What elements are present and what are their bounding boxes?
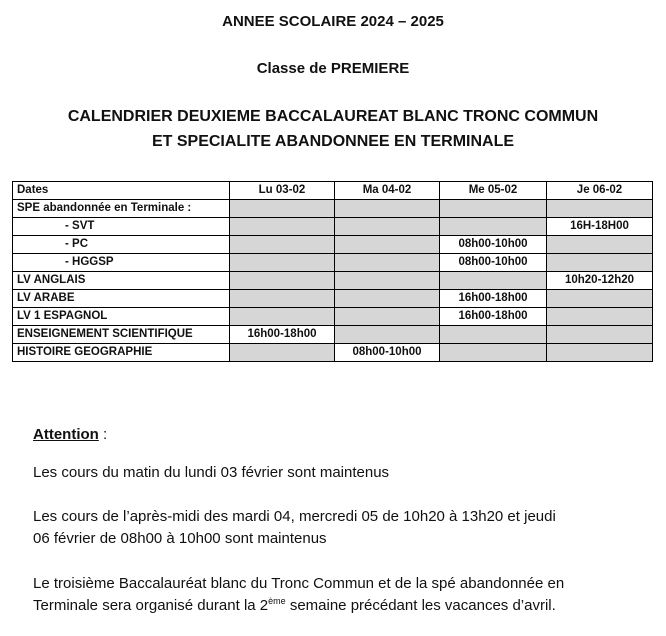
empty-slot [230, 290, 335, 308]
table-row [13, 290, 653, 308]
attention-label: Attention [33, 426, 99, 443]
empty-slot [547, 308, 653, 326]
row-label: - PC [13, 236, 230, 254]
empty-slot [335, 200, 440, 218]
empty-slot [335, 326, 440, 344]
empty-slot [335, 308, 440, 326]
note-third-exam [33, 573, 564, 617]
empty-slot [335, 254, 440, 272]
calendar-title-line-1: CALENDRIER DEUXIEME BACCALAUREAT BLANC TRONC COMMUN [67, 108, 599, 125]
row-label: HISTOIRE GEOGRAPHIE [13, 344, 230, 362]
empty-slot [547, 200, 653, 218]
row-label: - HGGSP [13, 254, 230, 272]
table-row [13, 236, 653, 254]
empty-slot [440, 200, 547, 218]
empty-slot [335, 272, 440, 290]
column-header-thursday: Je 06-02 [547, 182, 653, 200]
empty-slot [547, 290, 653, 308]
table-row [13, 200, 653, 218]
empty-slot [230, 344, 335, 362]
exam-slot: 08h00-10h00 [440, 254, 547, 272]
empty-slot [440, 272, 547, 290]
empty-slot [440, 218, 547, 236]
row-label: - SVT [13, 218, 230, 236]
school-year-title: ANNEE SCOLAIRE 2024 – 2025 [222, 13, 444, 30]
row-label: LV ARABE [13, 290, 230, 308]
empty-slot [230, 254, 335, 272]
note-afternoon-line-2: 06 février de 08h00 à 10h00 sont maintenus [33, 530, 327, 547]
row-label: LV 1 ESPAGNOL [13, 308, 230, 326]
note-afternoon-line-1: Les cours de l’après-midi des mardi 04, mercredi 05 de 10h20 à 13h20 et jeudi [33, 508, 556, 525]
empty-slot [230, 200, 335, 218]
empty-slot [547, 344, 653, 362]
calendar-title-line-2: ET SPECIALITE ABANDONNEE EN TERMINALE [151, 133, 515, 150]
empty-slot [230, 218, 335, 236]
table-row [13, 344, 653, 362]
column-header-tuesday: Ma 04-02 [335, 182, 440, 200]
class-title: Classe de PREMIERE [256, 60, 410, 77]
empty-slot [335, 236, 440, 254]
table-header-row [13, 182, 653, 200]
note-third-exam-line-1: Le troisième Baccalauréat blanc du Tronc Commun et de la spé abandonnée en [33, 575, 565, 592]
note-third-exam-line-2: Terminale sera organisé durant la 2ème semaine précédant les vacances d’avril. [33, 596, 556, 614]
exam-slot: 16H-18H00 [547, 218, 653, 236]
table-row [13, 308, 653, 326]
empty-slot [230, 236, 335, 254]
table-row [13, 272, 653, 290]
calendar-title [0, 104, 666, 154]
empty-slot [547, 254, 653, 272]
empty-slot [335, 218, 440, 236]
exam-slot: 08h00-10h00 [335, 344, 440, 362]
empty-slot [230, 272, 335, 290]
empty-slot [440, 344, 547, 362]
empty-slot [547, 326, 653, 344]
exam-slot: 16h00-18h00 [440, 308, 547, 326]
row-label: LV ANGLAIS [13, 272, 230, 290]
exam-slot: 08h00-10h00 [440, 236, 547, 254]
attention-colon: : [98, 426, 108, 443]
table-row [13, 218, 653, 236]
note-afternoon-classes [33, 506, 556, 550]
table-row [13, 254, 653, 272]
empty-slot [335, 290, 440, 308]
exam-slot: 10h20-12h20 [547, 272, 653, 290]
empty-slot [440, 326, 547, 344]
empty-slot [230, 308, 335, 326]
exam-calendar-table [12, 181, 653, 362]
attention-heading [33, 424, 107, 446]
column-header-monday: Lu 03-02 [230, 182, 335, 200]
row-label: ENSEIGNEMENT SCIENTIFIQUE [13, 326, 230, 344]
row-label: SPE abandonnée en Terminale : [13, 200, 230, 218]
column-header-dates: Dates [13, 182, 230, 200]
table-row [13, 326, 653, 344]
superscript-eme: ème [268, 596, 286, 606]
empty-slot [547, 236, 653, 254]
exam-slot: 16h00-18h00 [230, 326, 335, 344]
exam-slot: 16h00-18h00 [440, 290, 547, 308]
column-header-wednesday: Me 05-02 [440, 182, 547, 200]
note-morning-classes: Les cours du matin du lundi 03 février sont maintenus [33, 464, 390, 481]
